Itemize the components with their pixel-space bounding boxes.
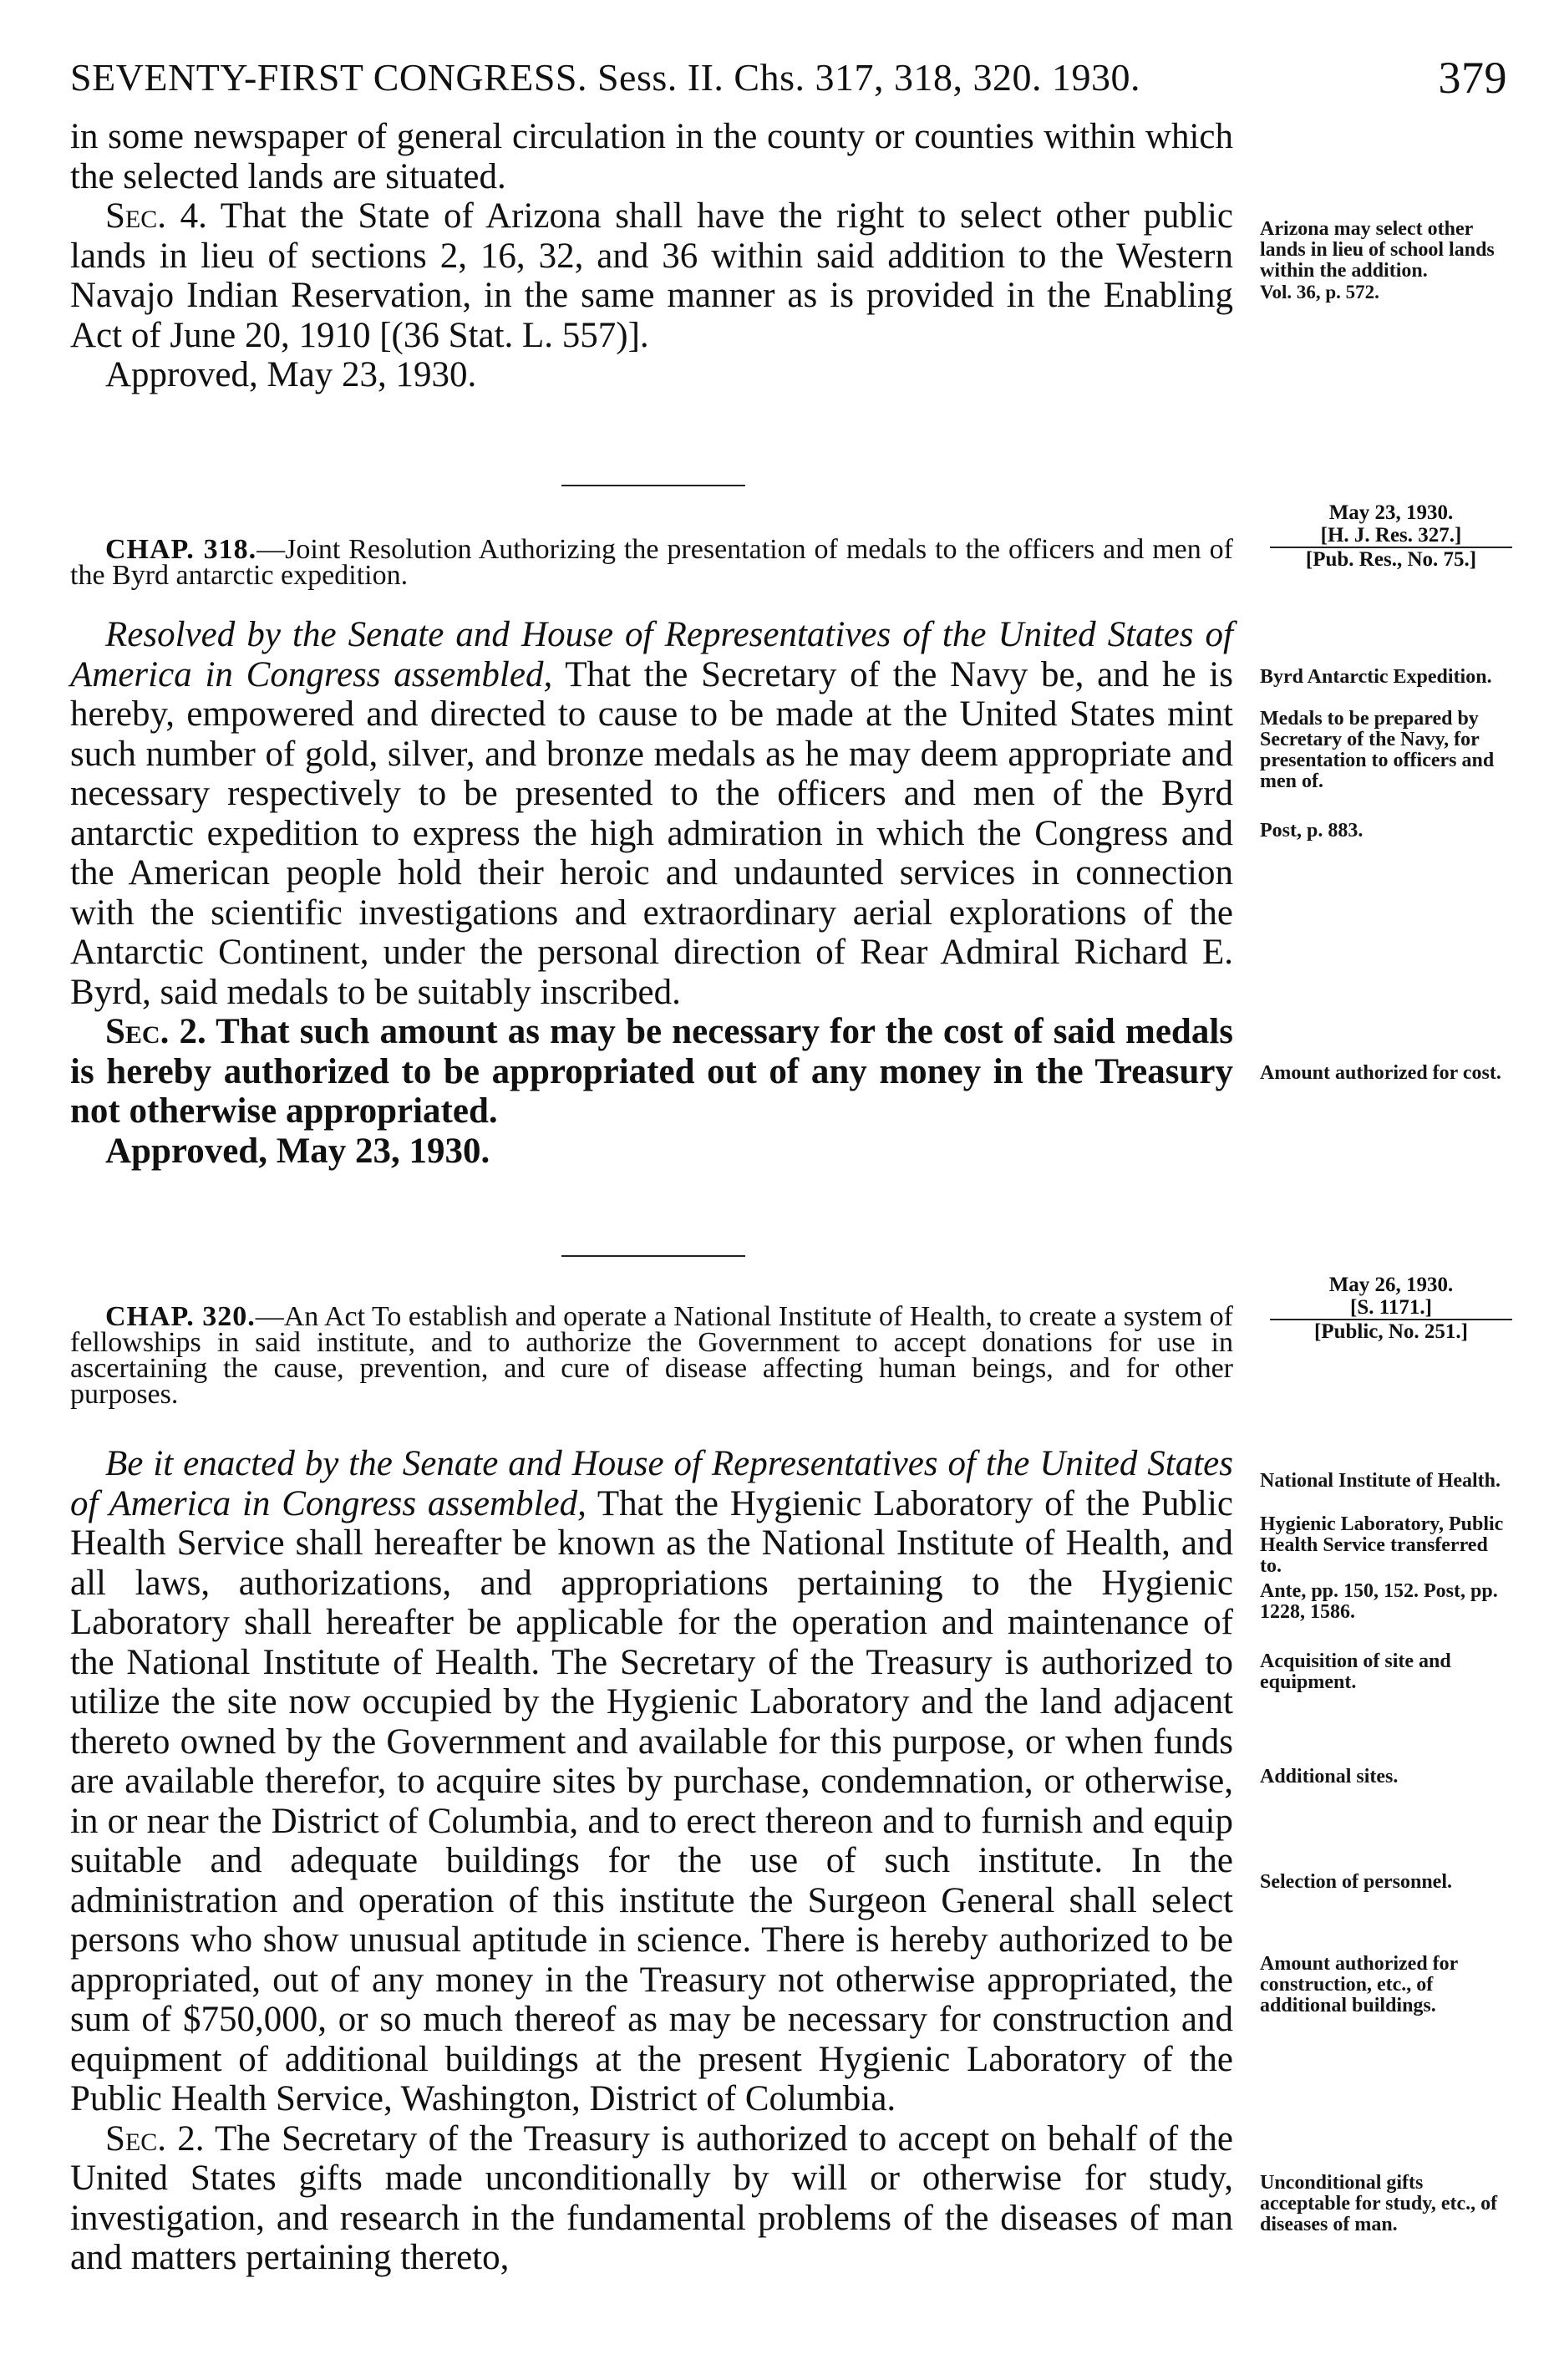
section-divider bbox=[561, 485, 745, 486]
margin-note-ref: Vol. 36, p. 572. bbox=[1260, 282, 1379, 303]
margin-nih: National Institute of Health. bbox=[1260, 1470, 1501, 1492]
chap-320-info bbox=[1270, 1274, 1512, 1343]
approval-line: Approved, May 23, 1930. bbox=[105, 355, 477, 394]
chap-318-date: May 23, 1930. bbox=[1328, 501, 1454, 524]
section-divider bbox=[561, 1255, 745, 1257]
margin-additional-sites: Additional sites. bbox=[1260, 1766, 1399, 1788]
section-text: That the State of Arizona shall have the right to select other public lands in lieu of sections 2, 16, 32, and 36 within said addition to the Western Navajo Indian Reservation, in the same manner as is provided in the Enabling Act of June 20, 1910 [(36 Stat. L. 557)]. bbox=[70, 196, 1233, 355]
chap-318-label: CHAP. 318. bbox=[105, 534, 257, 565]
chap-320-title bbox=[70, 1301, 1233, 1410]
chap-320-date: May 26, 1930. bbox=[1328, 1274, 1454, 1296]
section-2-label: Sec. 2. bbox=[105, 2118, 205, 2159]
margin-medals: Medals to be prepared by Secretary of the Navy, for presentation to officers and men of. bbox=[1260, 708, 1495, 792]
margin-amount-construction: Amount authorized for construction, etc., of additional buildings. bbox=[1260, 1953, 1458, 2016]
enacting-clause: Be it enacted by the Senate and House of Representatives of the United States of America in Congress assembled, bbox=[70, 1444, 1233, 1523]
margin-amount-cost: Amount authorized for cost. bbox=[1260, 1062, 1501, 1084]
approval-line: Approved, May 23, 1930. bbox=[105, 1131, 490, 1171]
running-header bbox=[70, 48, 1507, 107]
chap-320-body-text: That the Hygienic Laboratory of the Public Health Service shall hereafter be known as the National Institute of Health, and all laws, authorizations, and appropriations pertaining to the Hygienic Laboratory shall hereafter be applicable for the operation and maintenance of the National Institute of Health. The Secretary of the Treasury is authorized to utilize the site now occupied by the Hygienic Laboratory and the land adjacent thereto owned by the Government and available for this purpose, or when funds are available therefor, to acquire sites by purchase, condemnation, or otherwise, in or near the District of Columbia, and to erect thereon and to furnish and equip suitable and adequate buildings for the use of such institute. In the administration and operation of this institute the Surgeon General shall select persons who show unusual aptitude in science. There is hereby authorized to be appropriated, out of any money in the Treasury not otherwise appropriated, the sum of $750,000, or so much thereof as may be necessary for construction and equipment of additional buildings at the present Hygienic Laboratory of the Public Health Service, Washington, District of Columbia. bbox=[70, 1483, 1233, 2118]
margin-ref-ante-post: Ante, pp. 150, 152. Post, pp. 1228, 1586. bbox=[1260, 1580, 1498, 1623]
chapter-317-end bbox=[70, 117, 1233, 395]
chap-320-label: CHAP. 320. bbox=[105, 1301, 256, 1332]
chap-320-bill: [S. 1171.] bbox=[1270, 1296, 1512, 1320]
chap-320-body bbox=[70, 1444, 1233, 2278]
paragraph-continuation: in some newspaper of general circulation in the county or counties within which the selected lands are situated. bbox=[70, 117, 1233, 196]
chap-318-title bbox=[70, 534, 1234, 591]
margin-gifts: Unconditional gifts acceptable for study, etc., of diseases of man. bbox=[1260, 2172, 1498, 2235]
margin-selection: Selection of personnel. bbox=[1260, 1871, 1452, 1893]
chap-320-title-text: —An Act To establish and operate a National Institute of Health, to create a system of fellowships in said institute, and to authorize the Government to accept donations for use in ascertaining the cause, prevention, and cure of disease affecting human beings, and for other purposes. bbox=[70, 1301, 1233, 1410]
margin-note-text: Arizona may select other lands in lieu of school lands within the addition. bbox=[1260, 218, 1495, 282]
chap-318-body bbox=[70, 615, 1233, 1171]
margin-hygienic: Hygienic Laboratory, Public Health Service transferred to. bbox=[1260, 1513, 1504, 1577]
section-label: Sec. 4. bbox=[105, 196, 207, 236]
resolving-clause: Resolved by the Senate and House of Representatives of the United States of America in Congress assembled, bbox=[70, 615, 1233, 694]
chap-318-info bbox=[1270, 501, 1512, 571]
chap-318-body-text: That the Secretary of the Navy be, and he is hereby, empowered and directed to cause to be made at the United States mint such number of gold, silver, and bronze medals as he may deem appropriate and necessary respectively to be presented to the officers and men of the Byrd antarctic expedition to express the high admiration in which the Congress and the American people hold their heroic and undaunted services in connection with the scientific investigations and extraordinary aerial explorations of the Antarctic Continent, under the personal direction of Rear Admiral Richard E. Byrd, said medals to be suitably inscribed. bbox=[70, 654, 1233, 1012]
margin-acquisition: Acquisition of site and equipment. bbox=[1260, 1650, 1451, 1693]
section-2-text: The Secretary of the Treasury is authorized to accept on behalf of the United States gifts made unconditionally by will or otherwise for study, investigation, and research in the fundamental problems of the diseases of man and matters pertaining thereto, bbox=[70, 2118, 1233, 2277]
page-number: 379 bbox=[1438, 53, 1507, 103]
margin-ref-post: Post, p. 883. bbox=[1260, 820, 1363, 842]
margin-note-arizona bbox=[1260, 219, 1511, 303]
chap-320-pub: [Public, No. 251.] bbox=[1313, 1320, 1469, 1343]
section-2-text: That such amount as may be necessary for the cost of said medals is hereby authorized to be appropriated out of any money in the Treasury not otherwise appropriated. bbox=[70, 1012, 1234, 1131]
chap-318-title-text: —Joint Resolution Authorizing the presentation of medals to the officers and men of the Byrd antarctic expedition. bbox=[70, 534, 1234, 591]
margin-byrd-title: Byrd Antarctic Expedition. bbox=[1260, 666, 1492, 688]
chap-318-pub: [Pub. Res., No. 75.] bbox=[1305, 548, 1477, 571]
chap-318-bill: [H. J. Res. 327.] bbox=[1270, 524, 1512, 548]
header-title: SEVENTY-FIRST CONGRESS. Sess. II. Chs. 317, 318, 320. 1930. bbox=[70, 56, 1141, 99]
section-2-label: Sec. 2. bbox=[105, 1012, 206, 1051]
section-4 bbox=[70, 196, 1233, 355]
